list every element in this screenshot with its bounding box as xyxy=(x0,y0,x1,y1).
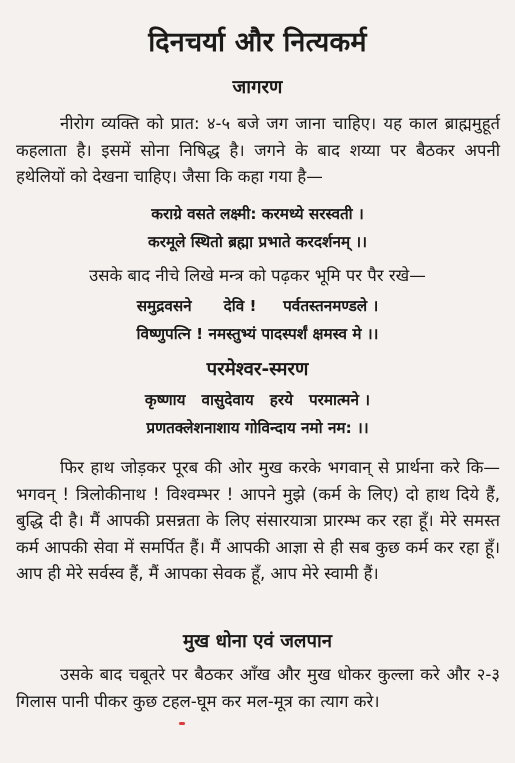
verse-bhumi-vandana xyxy=(0,292,515,348)
verse-kara-darshan xyxy=(0,200,515,256)
verse-line: विष्णुपत्नि ! नमस्तुभ्यं पादस्पर्शं क्षमस्व मे ।। xyxy=(136,325,379,343)
paragraph-jagaran: नीरोग व्यक्ति को प्रात: ४-५ बजे जग जाना चाहिए। यह काल ब्राह्ममुहूर्त कहलाता है। इसमें सोना निषिद्ध है। जगने के बाद शय्या पर बैठकर अपनी हथेलियों को देखना चाहिए। जैसा कि कहा गया है— xyxy=(16,114,500,186)
page-title: दिनचर्या और नित्यकर्म xyxy=(148,27,367,58)
section-heading-mukh: मुख धोना एवं जलपान xyxy=(182,631,333,652)
section-heading-jagaran: जागरण xyxy=(232,77,283,98)
ink-mark xyxy=(179,722,185,725)
paragraph-mukh: उसके बाद चबूतरे पर बैठकर आँख और मुख धोकर कुल्ला करे और २-३ गिलास पानी पीकर कुछ टहल-घूम कर मल-मूत्र का त्याग करे। xyxy=(16,665,500,711)
verse-line: कराग्रे वसते लक्ष्मी: करमध्ये सरस्वती । xyxy=(151,205,364,223)
verse-line: प्रणतक्लेशनाशाय गोविन्दाय नमो नम: ।। xyxy=(146,419,369,437)
section-heading-smaran: परमेश्वर-स्मरण xyxy=(206,359,309,380)
paragraph-bhumi: उसके बाद नीचे लिखे मन्त्र को पढ़कर भूमि पर पैर रखे— xyxy=(89,266,426,285)
paragraph-prarthana: फिर हाथ जोड़कर पूरब की ओर मुख करके भगवान् से प्रार्थना करे कि—भगवन् ! त्रिलोकीनाथ ! विश्वम्भर ! आपने मुझे (कर्म के लिए) दो हाथ दिये हैं, बुद्धि दी है। मैं आपकी प्रसन्नता के लिए संसारयात्रा प्रारम्भ कर रहा हूँ। मेरे समस्त कर्म आपकी सेवा में समर्पित हैं। मैं आपकी आज्ञा से ही सब कुछ कर्म कर रहा हूँ। आप ही मेरे सर्वस्व हैं, मैं आपका सेवक हूँ, आप मेरे स्वामी हैं। xyxy=(16,458,500,583)
verse-line: समुद्रवसने देवि ! पर्वतस्तनमण्डले । xyxy=(136,297,379,315)
verse-krishna xyxy=(0,386,515,442)
verse-line: करमूले स्थितो ब्रह्मा प्रभाते करदर्शनम् ।। xyxy=(147,233,368,251)
verse-line: कृष्णाय वासुदेवाय हरये परमात्मने । xyxy=(144,391,371,409)
